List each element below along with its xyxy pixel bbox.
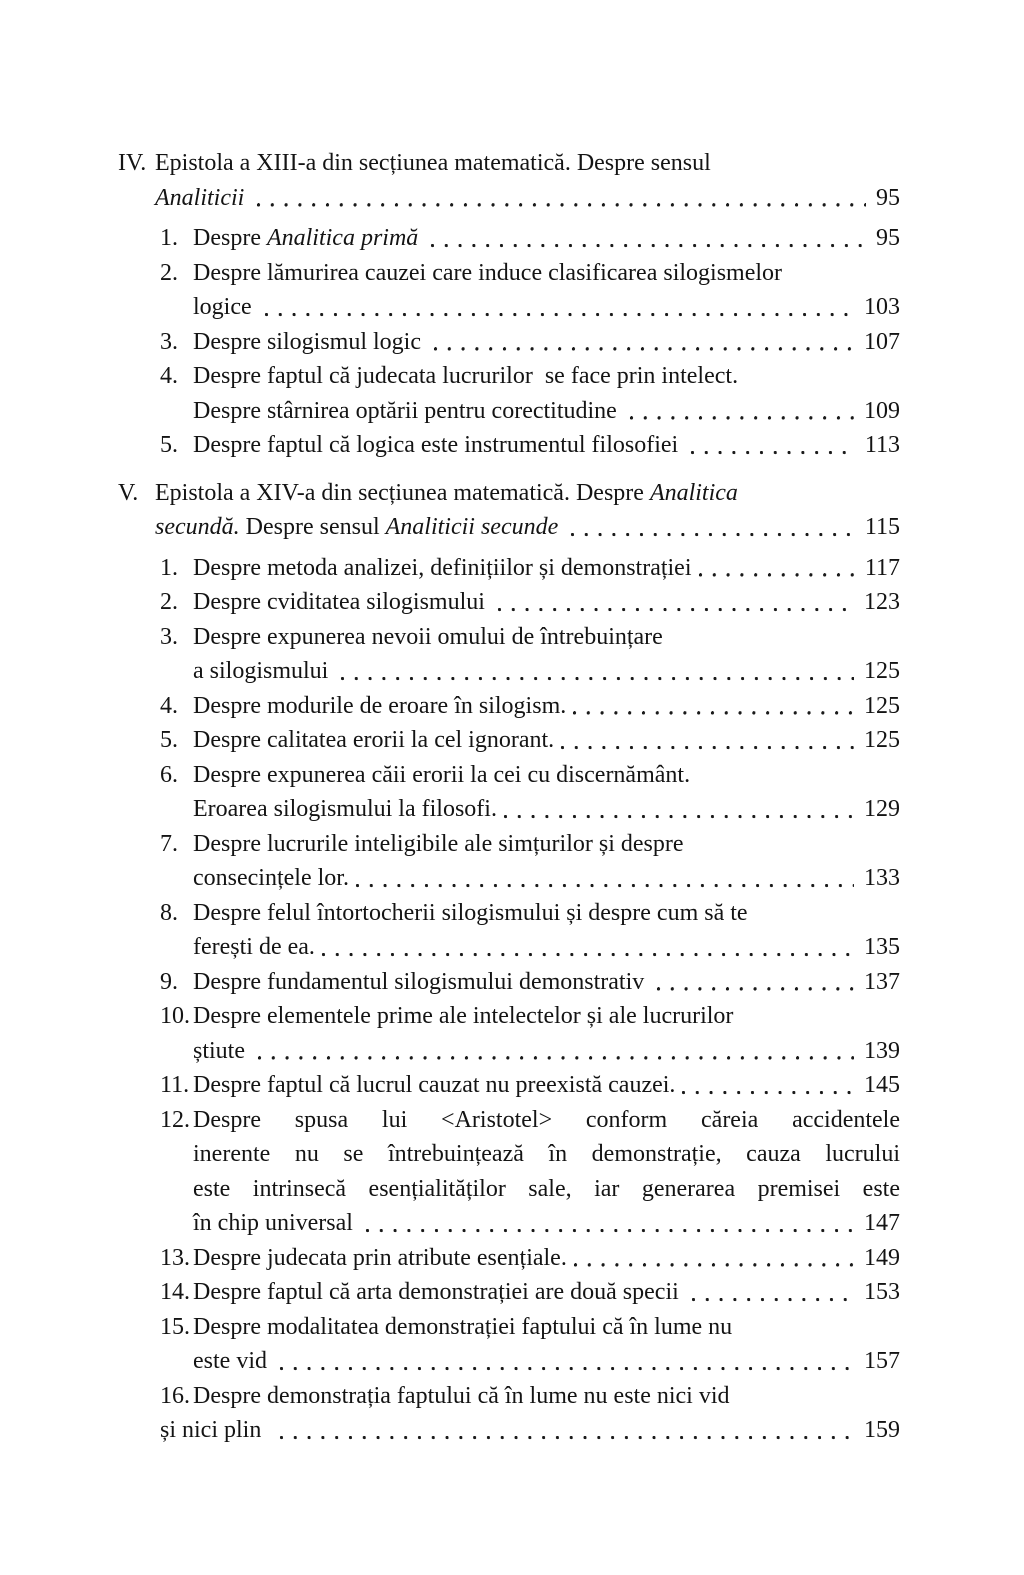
page-number: 159 [864,1417,900,1443]
toc-item [160,620,900,689]
dot-leader [560,723,854,758]
item-line [193,394,900,429]
item-number: 9. [160,968,178,995]
dot-leader [698,551,855,586]
item-number: 12. [160,1106,190,1133]
text-segment: Despre calitatea erorii la cel ignorant. [193,727,555,753]
item-lines [193,256,900,325]
page-number: 103 [864,294,900,320]
item-number: 5. [160,432,178,458]
item-line [193,654,900,689]
text-segment: Despre spusa lui <Aristotel> conform căreia accidentele [193,1106,900,1133]
item-line [193,792,900,827]
entry-text [193,1176,900,1202]
page-number: 139 [864,1037,900,1064]
text-segment: este intrinsecă esențialităților sale, iar generarea premisei este [193,1175,900,1202]
text-segment: Despre faptul că judecata lucrurilor se face prin intelect. [193,363,739,389]
text-segment: Despre demonstrația faptului că în lume nu este nici vid [193,1382,730,1409]
entry-text [193,624,663,650]
entry-text [193,861,349,896]
entry-text [193,689,566,724]
text-segment: Despre lucrurile inteligibile ale simțurilor și despre [193,830,684,857]
page-number: 135 [864,934,900,960]
page-number: 149 [864,1244,900,1271]
entry-text [193,930,315,965]
item-number: 3. [160,328,178,355]
page-number: 147 [864,1210,900,1236]
text-segment: Despre modurile de eroare în silogism. [193,692,567,719]
item-number: 5. [160,727,178,753]
text-segment: Despre metoda analizei, definițiilor și demonstrației [193,554,692,581]
dot-leader [279,1413,854,1448]
item-number: 15. [160,1313,190,1340]
item-line [193,1034,900,1069]
item-lines [193,428,900,463]
section-numeral: V. [118,479,139,506]
item-lines [193,551,900,586]
item-number: 6. [160,761,178,788]
text-segment: Analiticii secunde [385,514,559,540]
item-line [193,325,900,360]
section-heading-line [118,510,900,545]
toc-item [160,896,900,965]
item-line [193,551,900,586]
page-number: 137 [864,968,900,995]
entry-text [193,1206,359,1241]
dot-leader [497,585,854,620]
text-segment: Despre faptul că lucrul cauzat nu preexistă cauzei. [193,1072,676,1098]
toc-item [160,1068,900,1103]
text-segment: inerente nu se întrebuințează în demonstrație, cauza lucrului [193,1141,900,1167]
text-segment: Despre expunerea nevoii omului de întrebuințare [193,623,663,650]
page-number: 109 [864,397,900,424]
toc-section [118,146,900,463]
entry-text [193,1344,273,1379]
text-segment: ferești de ea. [193,934,315,960]
entry-text [193,290,258,325]
item-line [193,965,900,1000]
dot-leader [256,181,866,216]
page-number: 157 [864,1348,900,1374]
toc-item [160,965,900,1000]
item-line [193,1344,900,1379]
text-segment: Despre sensul [239,514,386,540]
toc-item [160,428,900,463]
page-number: 117 [864,554,900,581]
item-number: 7. [160,830,178,857]
item-line [193,1241,900,1276]
item-lines [193,1103,900,1241]
text-segment: știute [193,1037,251,1064]
item-number: 2. [160,259,178,286]
section-heading-line [118,476,900,511]
entry-text [193,1241,567,1276]
section-heading-line [118,146,900,181]
item-lines [193,827,900,896]
item-line [193,428,900,463]
item-lines [193,359,900,428]
item-line [193,896,900,931]
entry-text [160,1413,273,1448]
section-numeral: IV. [118,150,147,176]
entry-text [193,1003,733,1029]
dot-leader [430,221,866,256]
item-number: 2. [160,589,178,615]
item-lines [193,965,900,1000]
item-lines [193,1310,900,1379]
toc-item [160,585,900,620]
page-number: 125 [864,692,900,719]
entry-text [193,792,497,827]
text-segment: Epistola a XIII-a din secțiunea matematică. Despre sensul [155,150,711,176]
page-number: 95 [876,225,900,251]
item-number: 3. [160,623,178,650]
entry-text [193,654,334,689]
text-segment: Eroarea silogismului la filosofi. [193,796,497,822]
section-items [118,221,900,463]
item-line [193,827,900,862]
text-segment: Analitica [649,479,738,506]
entry-text [193,1034,251,1069]
item-lines [193,585,900,620]
dot-leader [572,689,854,724]
dot-leader [573,1241,854,1276]
text-segment: Despre felul întortocherii silogismului și despre cum să te [193,899,748,926]
item-line [193,1310,900,1345]
dot-leader [503,792,854,827]
text-segment: și nici plin [160,1417,274,1443]
dot-leader [433,325,854,360]
toc-item [160,1241,900,1276]
page-number: 123 [864,589,900,615]
entry-text [193,831,684,857]
toc-item [160,999,900,1068]
entry-text [193,551,692,586]
entry-text [155,181,250,216]
entry-text [193,1275,685,1310]
entry-text [155,510,564,545]
text-segment: în chip universal [193,1210,359,1236]
text-segment: Despre lămurirea cauzei care induce clasificarea silogismelor [193,259,783,286]
toc-item [160,256,900,325]
page-number: 107 [864,328,900,355]
entry-text [193,325,427,360]
entry-text [193,428,684,463]
item-line [193,359,900,394]
text-segment: Despre stârnirea optării pentru corectitudine [193,397,623,424]
item-line [193,689,900,724]
dot-leader [691,1275,854,1310]
entry-text [193,900,748,926]
page-number: 115 [864,514,900,540]
item-number: 4. [160,363,178,389]
toc-item [160,359,900,428]
entry-text [155,150,711,176]
item-number: 1. [160,554,178,581]
dot-leader [321,930,854,965]
toc-item [160,325,900,360]
text-segment: Despre modalitatea demonstrației faptului că în lume nu [193,1313,733,1340]
page-number: 153 [864,1279,900,1305]
toc-item [160,1275,900,1310]
page-number: 133 [864,865,900,891]
text-segment: Despre expunerea căii erorii la cei cu discernământ. [193,761,691,788]
item-lines [193,221,900,256]
item-line [193,1379,900,1414]
item-number: 4. [160,692,178,719]
toc-item [160,758,900,827]
item-number: 10. [160,1003,190,1029]
item-line [193,999,900,1034]
dot-leader [681,1068,854,1103]
item-number: 14. [160,1279,190,1305]
dot-leader [629,394,854,429]
toc-item [160,723,900,758]
item-lines [193,896,900,965]
entry-text [193,965,650,1000]
dot-leader [279,1344,854,1379]
item-line [193,620,900,655]
text-segment: Despre judecata prin atribute esențiale. [193,1244,567,1271]
toc-item [160,1379,900,1448]
entry-text [193,1314,732,1340]
text-segment: Analiticii [155,184,245,211]
text-segment [558,514,564,540]
dot-leader [257,1034,854,1069]
item-lines [193,1068,900,1103]
toc-item [160,1310,900,1379]
text-segment: Despre faptul că logica este instrumentul filosofiei [193,432,685,458]
item-line [193,256,900,291]
item-line [193,290,900,325]
entry-text [193,585,491,620]
item-line [193,585,900,620]
dot-leader [690,428,855,463]
item-line [193,1068,900,1103]
item-lines [193,723,900,758]
text-segment: este vid [193,1348,273,1374]
entry-text [193,1107,900,1133]
page-number: 125 [864,658,900,684]
text-segment [244,185,250,211]
item-line [193,221,900,256]
text-segment: Despre elementele prime ale intelectelor și ale lucrurilor [193,1003,734,1029]
text-segment: Despre faptul că arta demonstrației are două specii [193,1279,685,1305]
entry-text [155,480,738,506]
item-lines [193,325,900,360]
page-number: 113 [864,432,900,458]
entry-text [193,260,782,286]
item-number: 16. [160,1382,190,1409]
item-number: 11. [160,1072,190,1098]
item-line [193,1206,900,1241]
item-line [160,1413,900,1448]
text-segment: logice [193,294,258,320]
dot-leader [264,290,854,325]
item-line [193,1103,900,1138]
section-items [118,551,900,1448]
toc-item [160,689,900,724]
section-heading-line [118,181,900,216]
text-segment: Despre [193,225,267,251]
text-segment: Despre fundamentul silogismului demonstrativ [193,968,651,995]
entry-text [193,1383,730,1409]
item-lines [193,620,900,689]
entry-text [193,723,554,758]
item-line [193,723,900,758]
item-line [193,930,900,965]
text-segment: consecințele lor. [193,865,349,891]
text-segment: Despre silogismul logic [193,328,427,355]
text-segment: Epistola a XIV-a din secțiunea matematică. Despre [155,479,650,506]
page-number: 129 [864,796,900,822]
text-segment [418,225,424,251]
item-line [193,861,900,896]
entry-text [193,1141,900,1167]
item-number: 13. [160,1244,190,1271]
text-segment: Despre cviditatea silogismului [193,589,491,615]
toc-item [160,551,900,586]
toc-item [160,827,900,896]
item-number: 1. [160,225,178,251]
text-segment: a silogismului [193,658,335,684]
dot-leader [365,1206,854,1241]
toc-item [160,1103,900,1241]
text-segment: secundă. [155,514,240,540]
entry-text [193,221,424,256]
entry-text [193,762,690,788]
item-line [193,1172,900,1207]
item-lines [193,689,900,724]
entry-text [193,1068,675,1103]
page-number: 95 [876,184,900,211]
text-segment: Analitica primă [266,225,419,251]
dot-leader [355,861,854,896]
toc-section [118,476,900,1448]
item-number: 8. [160,899,178,926]
item-lines [193,999,900,1068]
page-number: 145 [864,1072,900,1098]
entry-text [193,363,738,389]
page-number: 125 [864,727,900,753]
dot-leader [570,510,855,545]
item-line [193,1137,900,1172]
toc-item [160,221,900,256]
item-line [193,758,900,793]
item-lines [193,758,900,827]
dot-leader [340,654,854,689]
item-lines [193,1241,900,1276]
item-lines [193,1275,900,1310]
entry-text [193,394,623,429]
item-line [193,1275,900,1310]
dot-leader [656,965,854,1000]
